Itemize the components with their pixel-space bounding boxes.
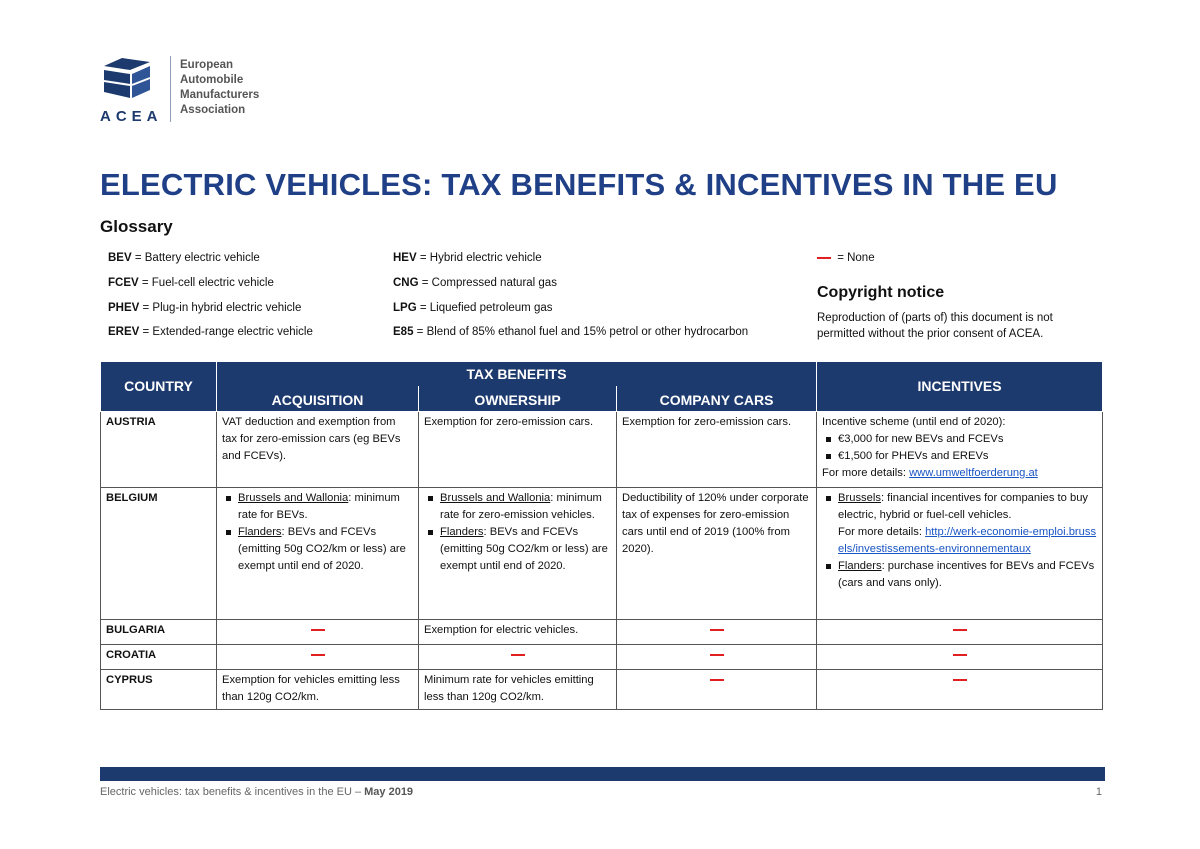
ownership-cell: Exemption for electric vehicles. bbox=[419, 619, 617, 644]
incentives-cell: Incentive scheme (until end of 2020): €3,000 for new BEVs and FCEVs €1,500 for PHEVs and EREVs For more details: www.umweltfoerderung.at bbox=[817, 411, 1103, 487]
glossary-entry-fcev: FCEV = Fuel-cell electric vehicle bbox=[108, 277, 274, 289]
country-cell: CROATIA bbox=[101, 644, 217, 669]
incentives-cell bbox=[817, 619, 1103, 644]
copyright-text: Reproduction of (parts of) this document is not permitted without the prior consent of ACEA. bbox=[817, 312, 1053, 340]
list-item: €3,000 for new BEVs and FCEVs bbox=[838, 431, 1097, 448]
glossary-entry-erev: EREV = Extended-range electric vehicle bbox=[108, 326, 313, 338]
incentives-cell bbox=[817, 644, 1103, 669]
logo-divider bbox=[170, 56, 171, 122]
table-row bbox=[101, 487, 1103, 619]
header-acquisition: ACQUISITION bbox=[217, 386, 419, 412]
table-row bbox=[101, 619, 1103, 644]
none-dash-icon bbox=[953, 679, 967, 681]
none-dash-icon bbox=[511, 654, 525, 656]
glossary-entry-hev: HEV = Hybrid electric vehicle bbox=[393, 252, 542, 264]
none-dash-icon bbox=[311, 654, 325, 656]
glossary-heading: Glossary bbox=[100, 217, 173, 236]
incentives-cell bbox=[817, 487, 1103, 619]
header-tax-benefits: TAX BENEFITS bbox=[217, 362, 817, 386]
header-country: COUNTRY bbox=[101, 362, 217, 412]
acea-logo bbox=[100, 52, 280, 132]
none-dash-icon bbox=[311, 629, 325, 631]
company-cars-cell bbox=[617, 669, 817, 709]
none-dash-icon bbox=[710, 679, 724, 681]
company-cars-cell bbox=[617, 644, 817, 669]
footer-bar bbox=[100, 767, 1105, 781]
none-dash-icon bbox=[817, 257, 831, 259]
country-cell: BULGARIA bbox=[101, 619, 217, 644]
acquisition-cell: VAT deduction and exemption from tax for zero-emission cars (eg BEVs and FCEVs). bbox=[217, 411, 419, 487]
country-cell: CYPRUS bbox=[101, 669, 217, 709]
glossary-entry-phev: PHEV = Plug-in hybrid electric vehicle bbox=[108, 302, 302, 314]
glossary-entry-none: = None bbox=[817, 252, 875, 264]
ownership-cell: Minimum rate for vehicles emitting less than 120g CO2/km. bbox=[419, 669, 617, 709]
list-item: Brussels: financial incentives for companies to buy electric, hybrid or fuel-cell vehicles. For more details: http://werk-economie-emploi.brussels/investissements-environnementaux bbox=[838, 490, 1097, 558]
header-incentives: INCENTIVES bbox=[817, 362, 1103, 412]
table-row bbox=[101, 644, 1103, 669]
country-cell: AUSTRIA bbox=[101, 411, 217, 487]
acquisition-cell: Exemption for vehicles emitting less than 120g CO2/km. bbox=[217, 669, 419, 709]
table-row bbox=[101, 669, 1103, 709]
ownership-cell bbox=[419, 644, 617, 669]
glossary-entry-lpg: LPG = Liquefied petroleum gas bbox=[393, 302, 553, 314]
tax-benefits-table bbox=[100, 361, 1103, 710]
acquisition-cell bbox=[217, 619, 419, 644]
glossary-entry-cng: CNG = Compressed natural gas bbox=[393, 277, 557, 289]
list-item: Brussels and Wallonia: minimum rate for zero-emission vehicles. bbox=[440, 490, 611, 524]
logo-acronym: ACEA bbox=[100, 108, 163, 125]
umweltfoerderung-link[interactable]: www.umweltfoerderung.at bbox=[909, 466, 1038, 479]
incentives-cell bbox=[817, 669, 1103, 709]
none-dash-icon bbox=[710, 654, 724, 656]
company-cars-cell bbox=[617, 619, 817, 644]
table-row bbox=[101, 411, 1103, 487]
page-number: 1 bbox=[1095, 786, 1102, 798]
acea-cube-icon bbox=[100, 52, 154, 102]
country-cell: BELGIUM bbox=[101, 487, 217, 619]
ownership-cell bbox=[419, 487, 617, 619]
header-company-cars: COMPANY CARS bbox=[617, 386, 817, 412]
copyright-heading: Copyright notice bbox=[817, 284, 945, 301]
company-cars-cell: Exemption for zero-emission cars. bbox=[617, 411, 817, 487]
footer-text: Electric vehicles: tax benefits & incentives in the EU – May 2019 bbox=[100, 786, 414, 798]
none-dash-icon bbox=[710, 629, 724, 631]
header-ownership: OWNERSHIP bbox=[419, 386, 617, 412]
company-cars-cell: Deductibility of 120% under corporate tax of expenses for zero-emission cars until end of 2019 (100% from 2020). bbox=[617, 487, 817, 619]
list-item: €1,500 for PHEVs and EREVs bbox=[838, 448, 1097, 465]
logo-name: European Automobile Manufacturers Association bbox=[180, 59, 260, 116]
list-item: Brussels and Wallonia: minimum rate for BEVs. bbox=[238, 490, 413, 524]
list-item: Flanders: purchase incentives for BEVs and FCEVs (cars and vans only). bbox=[838, 558, 1097, 592]
list-item: Flanders: BEVs and FCEVs (emitting 50g CO2/km or less) are exempt until end of 2020. bbox=[238, 524, 413, 575]
glossary-entry-e85: E85 = Blend of 85% ethanol fuel and 15% petrol or other hydrocarbon bbox=[393, 326, 749, 338]
list-item: Flanders: BEVs and FCEVs (emitting 50g CO2/km or less) are exempt until end of 2020. bbox=[440, 524, 611, 575]
glossary-entry-bev: BEV = Battery electric vehicle bbox=[108, 252, 260, 264]
acquisition-cell bbox=[217, 644, 419, 669]
brussels-investment-link[interactable]: http://werk-economie-emploi.brussels/investissements-environnementaux bbox=[838, 525, 1097, 555]
none-dash-icon bbox=[953, 629, 967, 631]
none-dash-icon bbox=[953, 654, 967, 656]
page-title: ELECTRIC VEHICLES: TAX BENEFITS & INCENTIVES IN THE EU bbox=[100, 167, 1058, 202]
ownership-cell: Exemption for zero-emission cars. bbox=[419, 411, 617, 487]
acquisition-cell bbox=[217, 487, 419, 619]
